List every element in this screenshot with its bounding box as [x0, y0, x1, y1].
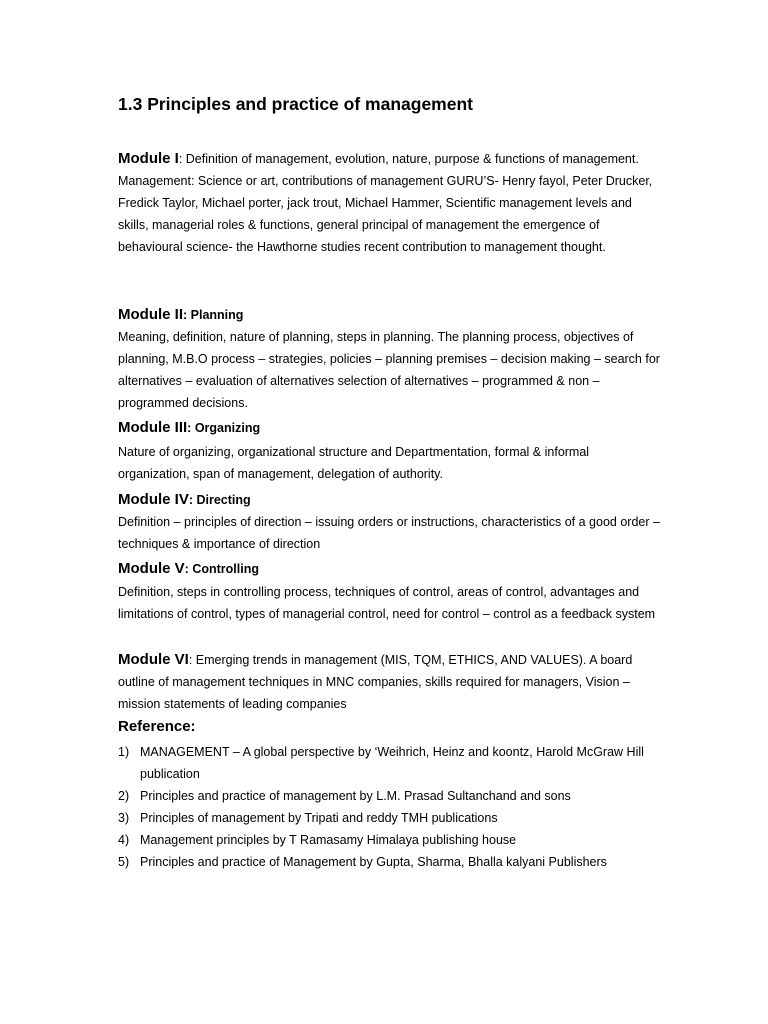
- module-5-title: Controlling: [192, 562, 259, 576]
- reference-number: 2): [118, 789, 130, 803]
- reference-item: [118, 741, 663, 785]
- module-4: [118, 489, 663, 555]
- module-1-body: Management: Science or art, contributions of management GURU’S- Henry fayol, Peter Drucker, Fredick Taylor, Michael porter, jack trout, Michael Hammer, Scientific management levels and skills, managerial roles & functions, general principal of management the emergence of behavioural science- the Hawthorne studies recent contribution to management thought.: [118, 174, 653, 254]
- module-3-label: Module III: [118, 419, 188, 436]
- reference-number: 3): [118, 811, 130, 825]
- module-4-label: Module IV: [118, 491, 189, 508]
- reference-item: [118, 829, 663, 851]
- page-title: 1.3 Principles and practice of management: [118, 94, 473, 114]
- reference-item: [118, 785, 663, 807]
- reference-text: Principles and practice of Management by Gupta, Sharma, Bhalla kalyani Publishers: [140, 855, 607, 869]
- module-4-heading: Module IV: Directing: [118, 491, 251, 508]
- reference-number: 4): [118, 833, 130, 847]
- module-3-title: Organizing: [194, 421, 261, 435]
- module-6-intro: [118, 649, 663, 715]
- reference-text: Management principles by T Ramasamy Himalaya publishing house: [140, 833, 517, 847]
- module-1: [118, 148, 663, 258]
- module-2-label: Module II: [118, 306, 183, 323]
- module-6-inline-text: : Emerging trends in management (MIS, TQM, ETHICS, AND VALUES). A board outline of management techniques in MNC companies, skills required for managers, Vision – mission statements of leading companies: [118, 653, 633, 711]
- module-5-body: Definition, steps in controlling process, techniques of control, areas of control, advantages and limitations of control, types of managerial control, need for control – control as a feedback system: [118, 585, 656, 621]
- reference-number: 1): [118, 745, 130, 759]
- reference-heading: Reference:: [118, 718, 196, 735]
- module-2-body: Meaning, definition, nature of planning, steps in planning. The planning process, objectives of planning, M.B.O process – strategies, policies – planning premises – decision making – search for alternatives – evaluation of alternatives selection of alternatives – programmed & non – programmed decisions.: [118, 330, 660, 410]
- module-3-body: Nature of organizing, organizational structure and Departmentation, formal & informal organization, span of management, delegation of authority.: [118, 445, 590, 481]
- module-4-title: Directing: [196, 493, 251, 507]
- module-5-heading: Module V: Controlling: [118, 560, 259, 577]
- module-1-inline-text: : Definition of management, evolution, nature, purpose & functions of management.: [178, 152, 639, 166]
- module-3: [118, 417, 663, 485]
- reference-text: Principles and practice of management by L.M. Prasad Sultanchand and sons: [140, 789, 571, 803]
- reference-text: Principles of management by Tripati and reddy TMH publications: [140, 811, 498, 825]
- module-2-title: Planning: [190, 308, 244, 322]
- reference-list: [118, 741, 663, 873]
- module-1-label: Module I: [118, 150, 179, 167]
- reference-text: MANAGEMENT – A global perspective by ‘Weihrich, Heinz and koontz, Harold McGraw Hill publication: [140, 745, 644, 781]
- reference-number: 5): [118, 855, 130, 869]
- module-2: [118, 304, 663, 414]
- module-1-intro: [118, 148, 663, 170]
- module-6-label: Module VI: [118, 651, 189, 668]
- module-5-label: Module V: [118, 560, 185, 577]
- reference-item: [118, 807, 663, 829]
- module-5: [118, 558, 663, 625]
- module-2-heading: Module II: Planning: [118, 306, 244, 323]
- module-4-body: Definition – principles of direction – issuing orders or instructions, characteristics of a good order – techniques & importance of direction: [118, 515, 660, 551]
- reference-item: [118, 851, 663, 873]
- module-6: [118, 649, 663, 715]
- module-3-heading: Module III: Organizing: [118, 419, 261, 436]
